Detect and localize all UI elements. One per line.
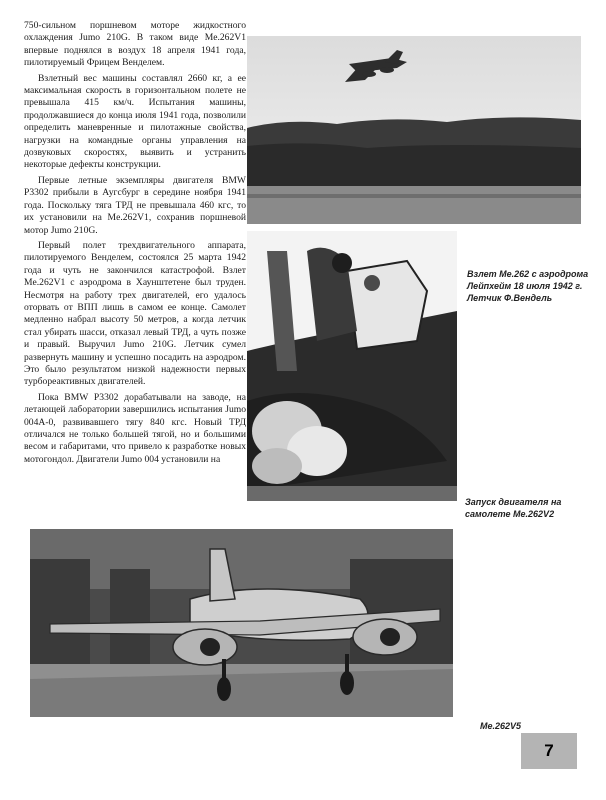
- page-number: 7: [521, 733, 577, 769]
- v5-photo: [30, 529, 453, 717]
- v5-caption: [480, 720, 521, 732]
- caption-line: Запуск двигателя на: [465, 497, 562, 507]
- engine-start-photo: [247, 231, 457, 501]
- caption-line: Летчик Ф.Вендель: [467, 293, 553, 303]
- takeoff-caption: [467, 268, 588, 304]
- article-text: [24, 20, 246, 469]
- takeoff-photo: [247, 36, 581, 224]
- paragraph: Первый полет трехдвигательного аппарата, пилотируемого Венделем, состоялся 25 марта 1942 года и чуть не закончился катастрофой. Взлет Me.262V1 с аэродрома в Хаунштетене был труден. Несмотря на работу трех двигателей, его удалось оторвать от ВПП лишь в самом ее конце. Самолет медленно набрал высоту 50 метров, а когда летчик стал убирать шасси, отказал левый ТРД, а чуть позже и правый. Выручил Jumo 210G. Летчик сумел развернуть машину и успешно посадить на аэродром. Это было результатом низкой надежности первых турбореактивных двигателей.: [24, 239, 246, 388]
- caption-line: Лейпхейм 18 июля 1942 г.: [467, 281, 583, 291]
- paragraph: Первые летные экземпляры двигателя BMW P3302 прибыли в Аугсбург в середине ноября 1941 года. Поскольку тяга ТРД не превышала 460 кгс, то их установили на Me.262V1, сохранив поршневой мотор Jumo 210G.: [24, 174, 246, 236]
- paragraph: Пока BMW P3302 дорабатывали на заводе, на летающей лаборатории завершились испытания Jumo 004A-0, развивавшего тягу 840 кгс. Новый ТРД отличался не только большей тягой, но и большими весом и габаритами, что привело к разработке новых мотогондол. Двигатели Jumo 004 установили на: [24, 391, 246, 465]
- caption-line: самолете Me.262V2: [465, 509, 555, 519]
- engine-start-caption: [465, 496, 561, 520]
- caption-line: Me.262V5: [480, 721, 522, 731]
- paragraph: 750-сильном поршневом моторе жидкостного охлаждения Jumo 210G. В таком виде Me.262V1 впервые поднялся в воздух 18 апреля 1941 года, пилотируемый Фрицем Венделем.: [24, 20, 246, 69]
- caption-line: Взлет Me.262 с аэродрома: [467, 269, 589, 279]
- paragraph: Взлетный вес машины составлял 2660 кг, а ее максимальная скорость в горизонтальном полете не превышала 415 км/ч. Испытания машины, продолжавшиеся до конца июля 1941 года, позволили определить маневренные и пилотажные свойства, нагрузки на командные органы управления на дозвуковых скоростях, выявить и устранить некоторые дефекты конструкции.: [24, 72, 246, 171]
